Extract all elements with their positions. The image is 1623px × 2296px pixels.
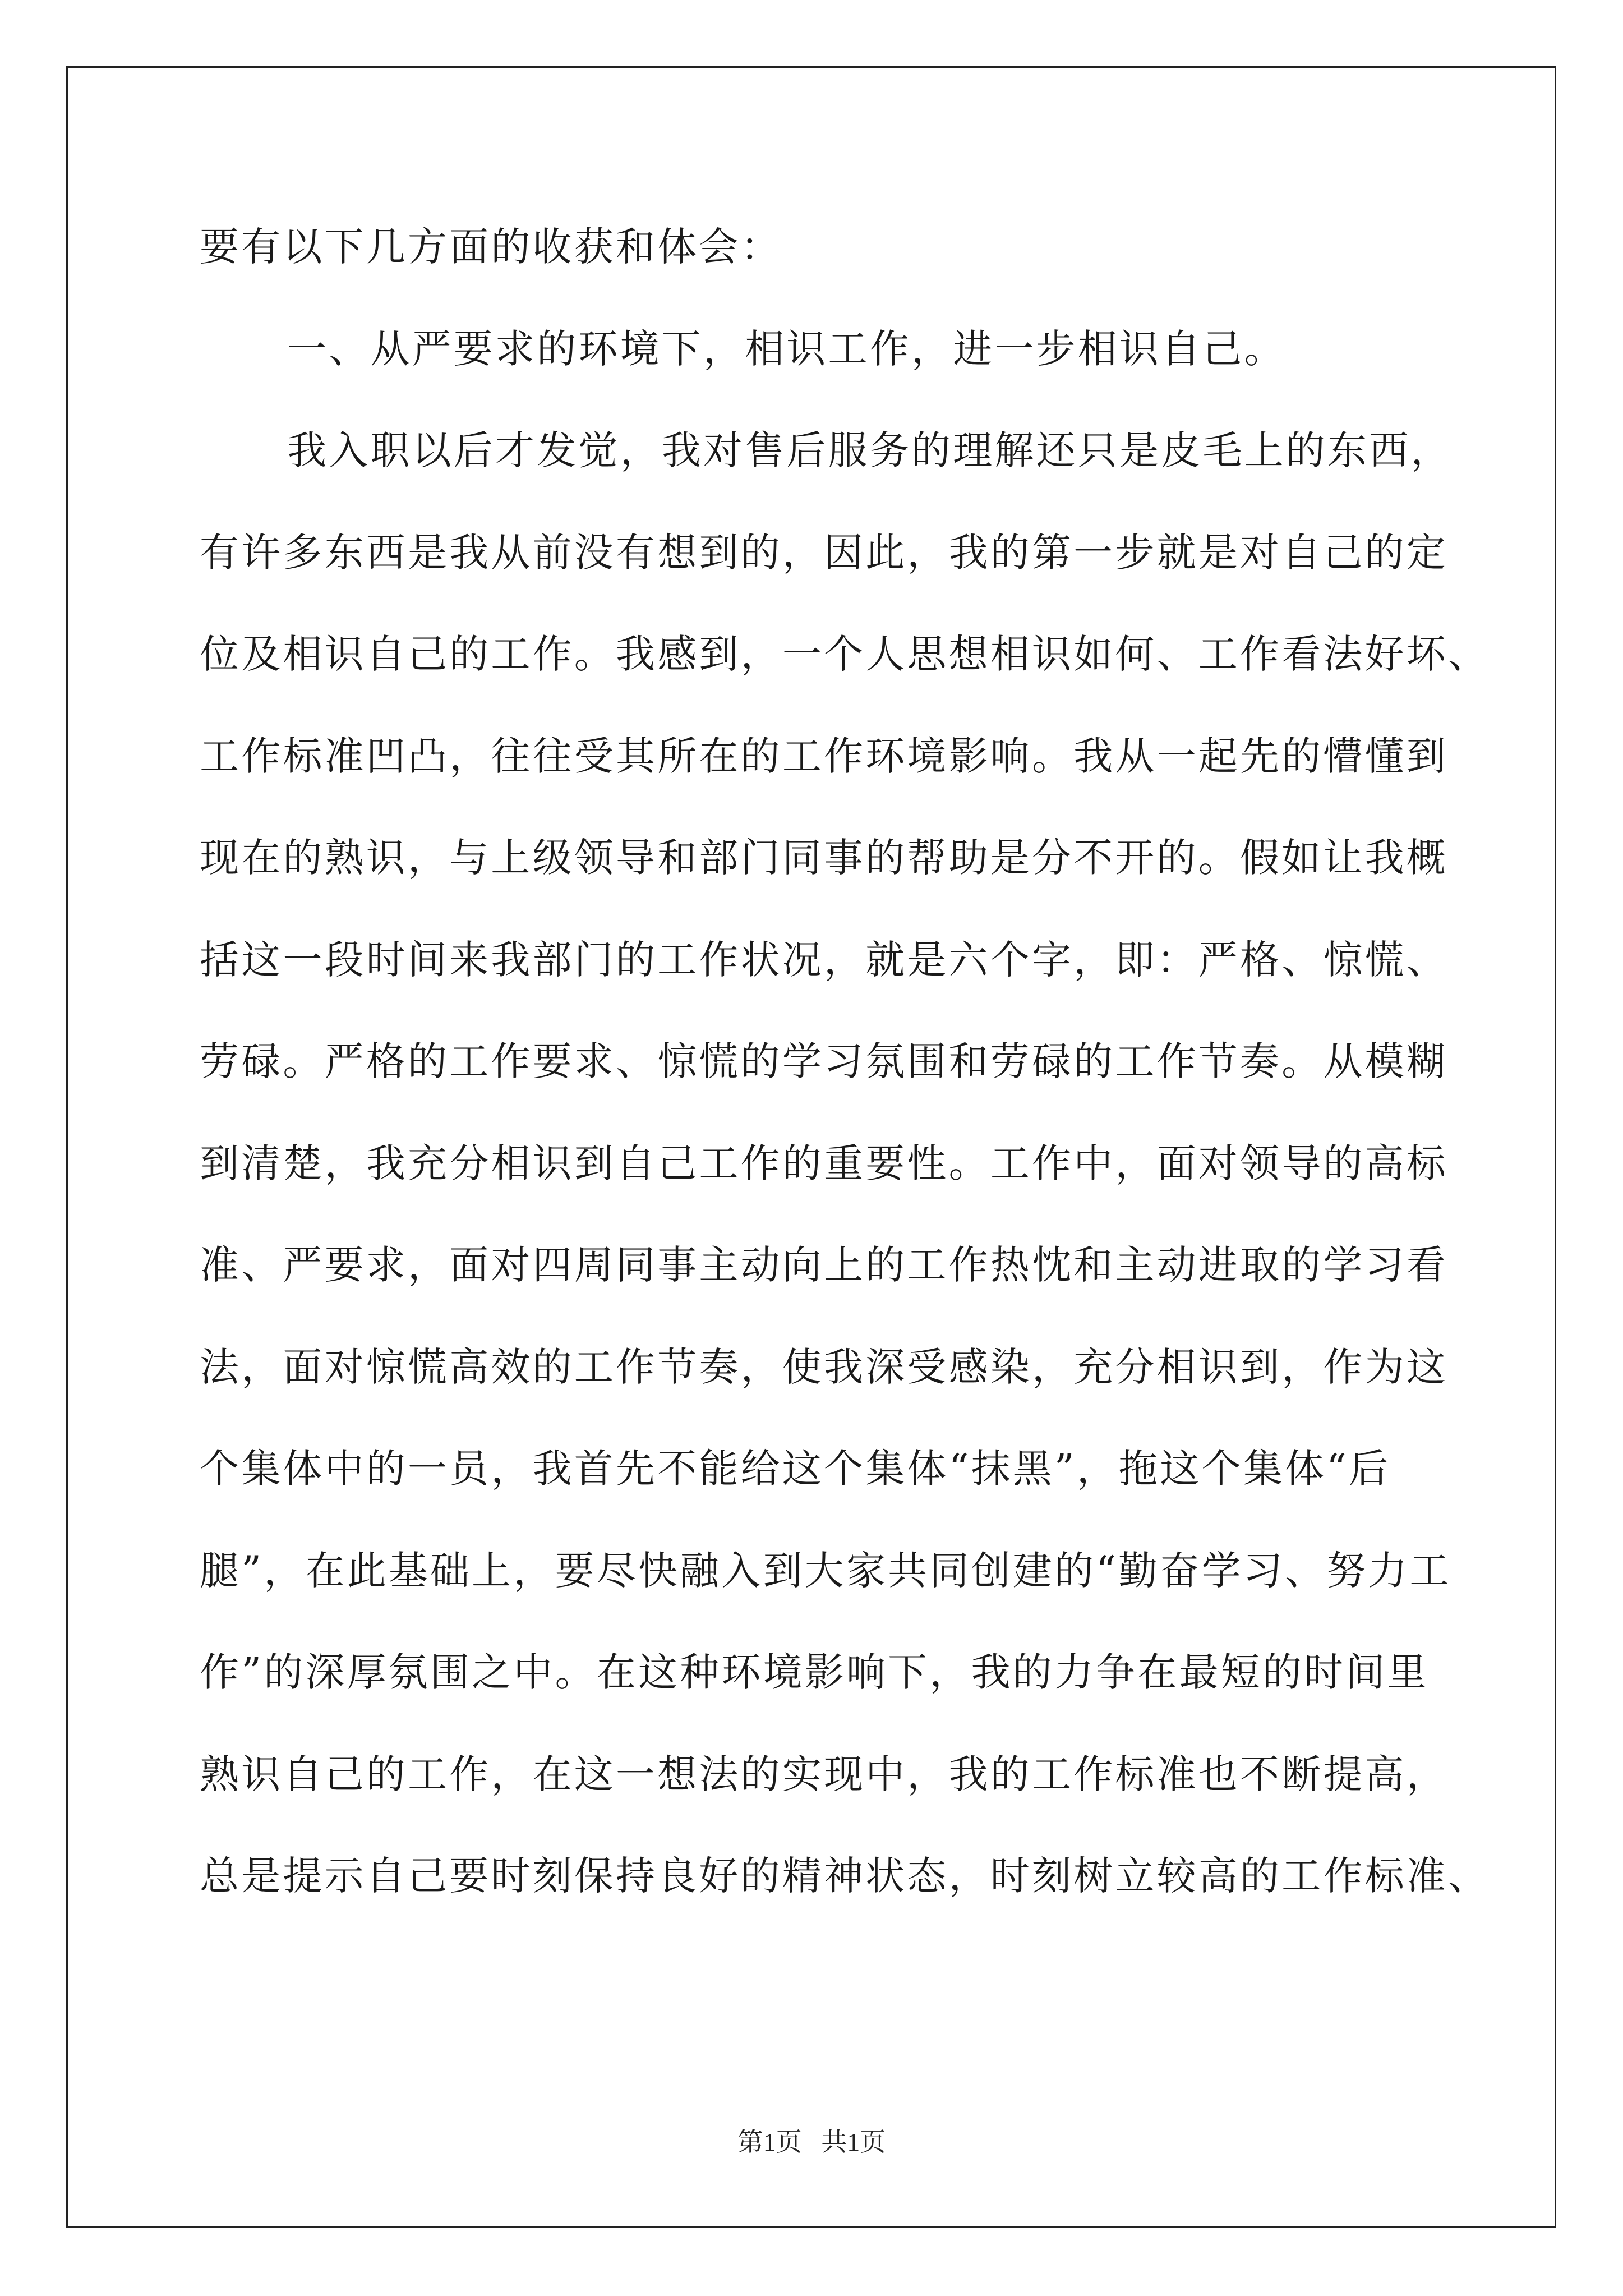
text-line: 括这一段时间来我部门的工作状况，就是六个字，即：严格、惊慌、 xyxy=(200,936,1448,983)
text-line: 个集体中的一员，我首先不能给这个集体“抹黑”，拖这个集体“后 xyxy=(200,1446,1391,1492)
text-line: 我入职以后才发觉，我对售后服务的理解还只是皮毛上的东西， xyxy=(287,427,1453,473)
text-line: 劳碌。严格的工作要求、惊慌的学习氛围和劳碌的工作节奏。从模糊 xyxy=(200,1038,1448,1084)
text-line: 腿”，在此基础上，要尽快融入到大家共同创建的“勤奋学习、努力工 xyxy=(200,1547,1451,1594)
text-line: 准、严要求，面对四周同事主动向上的工作热忱和主动进取的学习看 xyxy=(200,1242,1448,1288)
text-line: 作”的深厚氛围之中。在这种环境影响下，我的力争在最短的时间里 xyxy=(200,1649,1429,1695)
text-line: 熟识自己的工作，在这一想法的实现中，我的工作标准也不断提高， xyxy=(200,1751,1448,1797)
document-body xyxy=(200,219,1490,1950)
text-line: 到清楚，我充分相识到自己工作的重要性。工作中，面对领导的高标 xyxy=(200,1140,1448,1186)
text-line: 法，面对惊慌高效的工作节奏，使我深受感染，充分相识到，作为这 xyxy=(200,1343,1448,1390)
text-line: 工作标准凹凸，往往受其所在的工作环境影响。我从一起先的懵懂到 xyxy=(200,733,1448,779)
text-line: 现在的熟识，与上级领导和部门同事的帮助是分不开的。假如让我概 xyxy=(200,835,1448,881)
text-line: 要有以下几方面的收获和体会： xyxy=(200,224,782,270)
page-footer: 第1页 共1页 xyxy=(737,2128,886,2156)
text-line: 有许多东西是我从前没有想到的，因此，我的第一步就是对自己的定 xyxy=(200,529,1448,576)
section-heading: 一、从严要求的环境下，相识工作，进一步相识自己。 xyxy=(287,325,1286,372)
text-line: 位及相识自己的工作。我感到，一个人思想相识如何、工作看法好坏、 xyxy=(200,631,1490,677)
text-line: 总是提示自己要时刻保持良好的精神状态，时刻树立较高的工作标准、 xyxy=(200,1853,1490,1899)
